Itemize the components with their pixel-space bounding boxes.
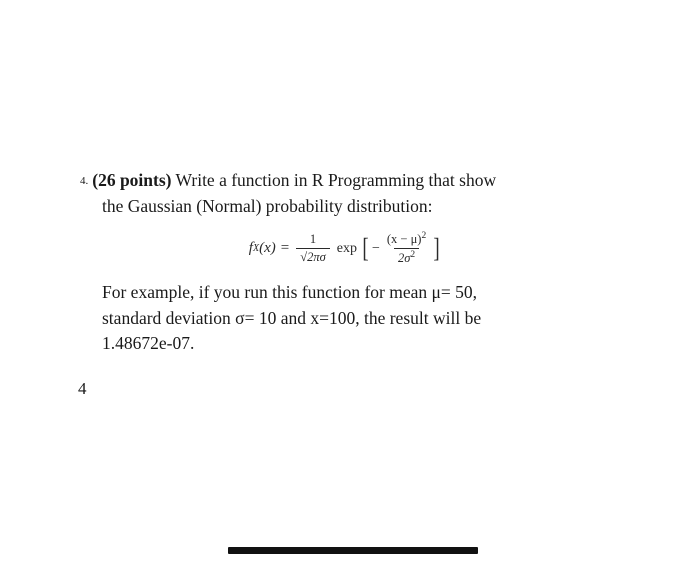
- formula-minus-sign: −: [371, 240, 380, 256]
- formula-main-fraction: [296, 232, 330, 265]
- formula-inner-numerator: [383, 231, 430, 248]
- formula-bracket-close: ]: [433, 233, 440, 264]
- formula-lhs-subscript: X: [252, 243, 260, 255]
- formula-lhs-f: f: [248, 240, 253, 257]
- problem-4: [80, 168, 610, 357]
- problem-heading: [80, 168, 610, 194]
- example-line-2: standard deviation σ= 10 and x=100, the result will be: [102, 307, 482, 328]
- formula-inner-fraction: [383, 231, 430, 266]
- problem-item-number: 4.: [80, 175, 89, 187]
- formula-fraction-denominator: √2πσ: [296, 248, 330, 265]
- formula-inner-numerator-exponent: 2: [421, 231, 427, 241]
- stem-text-line1: Write a function in R Programming that show: [171, 170, 497, 190]
- problem-stem: [92, 168, 496, 193]
- example-line-1: For example, if you run this function for mean μ= 50,: [102, 282, 478, 303]
- formula-equals: =: [280, 240, 290, 257]
- stem-text-line2: the Gaussian (Normal) probability distribution:: [102, 196, 433, 216]
- formula-inner-denominator-exponent: 2: [410, 250, 416, 261]
- formula-exponent-group: [361, 231, 441, 266]
- formula-bracket-open: [: [362, 233, 369, 264]
- formula-lhs-argument: (x): [259, 240, 276, 257]
- example-line-3: 1.48672e-07.: [102, 333, 195, 354]
- formula-fraction-numerator: 1: [309, 232, 317, 247]
- formula-exp-label: exp: [336, 240, 357, 256]
- bottom-scroll-bar[interactable]: [228, 547, 478, 554]
- example-paragraph: [102, 280, 610, 357]
- formula-inner-denominator: [394, 248, 419, 266]
- formula-inner-numerator-base: (x − μ): [386, 232, 422, 247]
- formula-expression: [249, 231, 441, 266]
- gaussian-formula: [80, 231, 610, 266]
- formula-inner-denominator-base: 2σ: [397, 251, 411, 266]
- points-label: (26 points): [92, 170, 172, 190]
- page-number: 4: [78, 379, 87, 398]
